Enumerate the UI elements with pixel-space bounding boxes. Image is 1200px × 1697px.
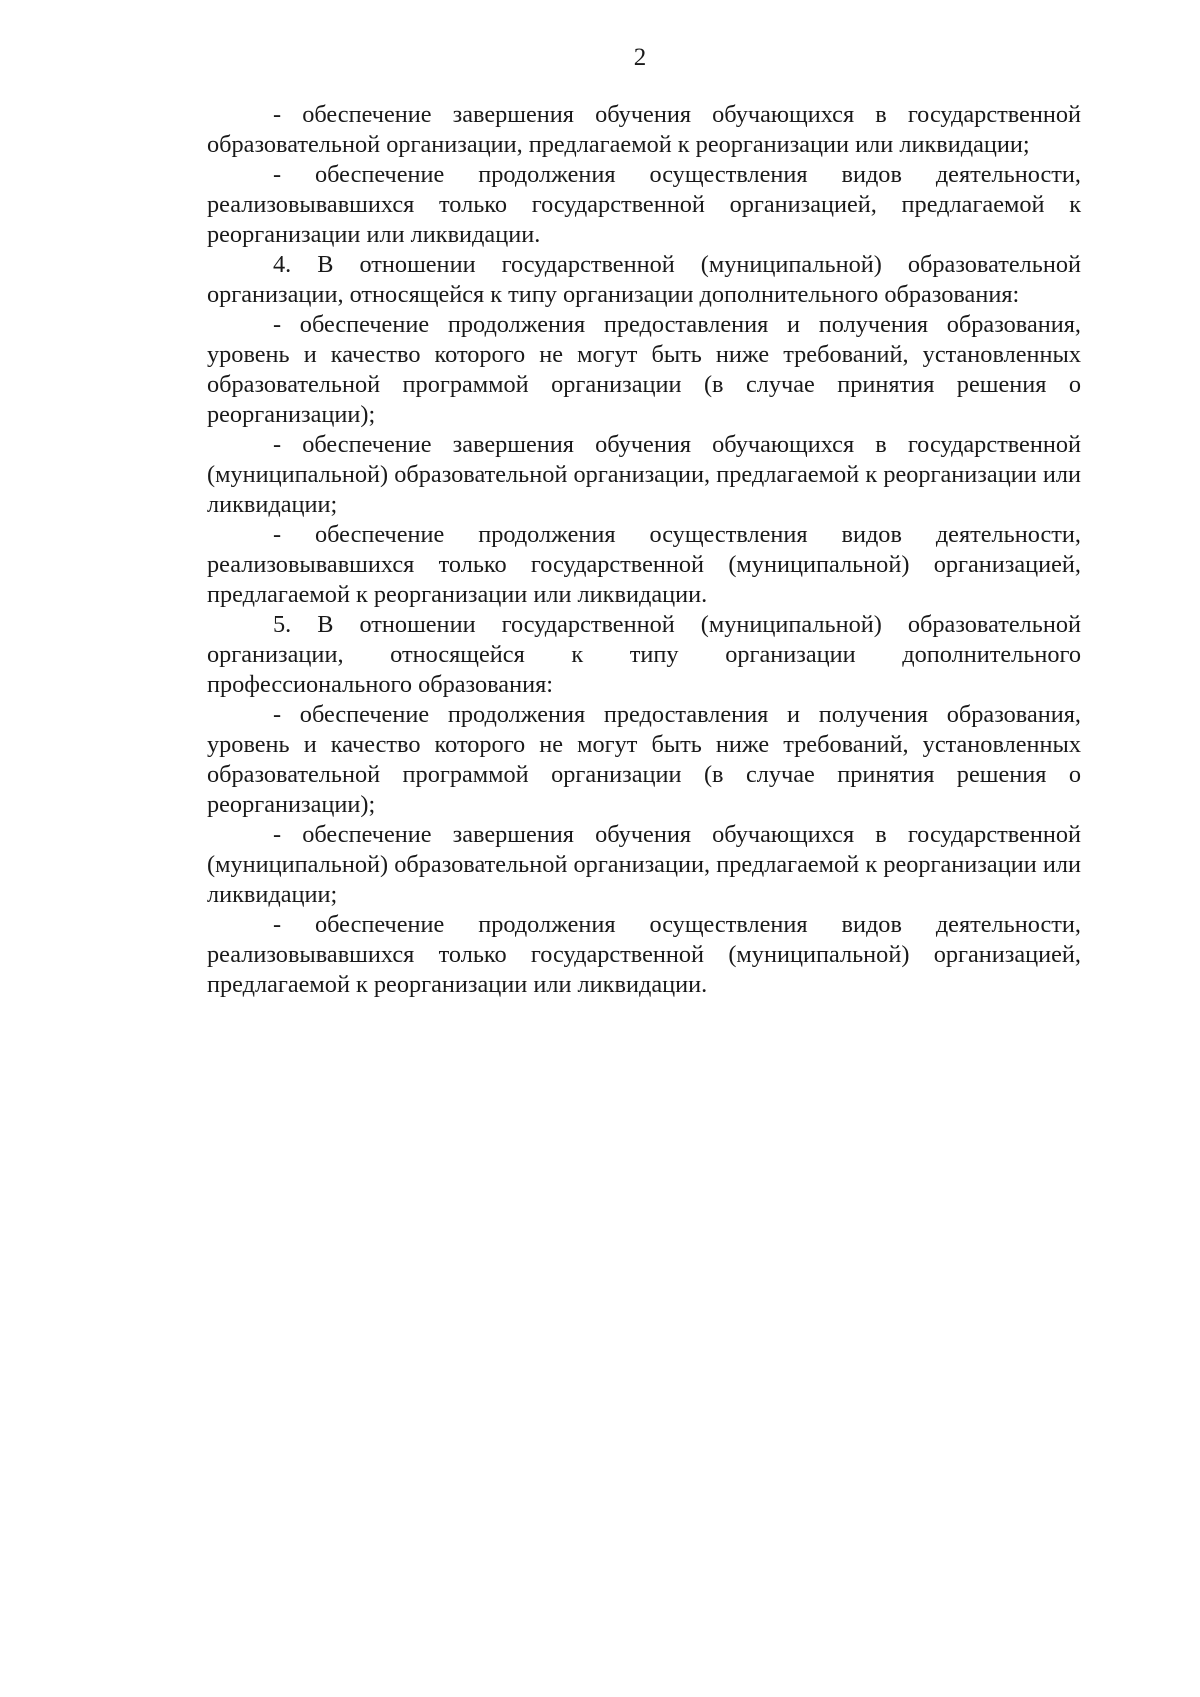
- paragraph: - обеспечение продолжения предоставления и получения образования, уровень и качество которого не могут быть ниже требований, установленных образовательной программой организации (в случае принятия решения о реорганизации);: [207, 701, 1081, 818]
- paragraph: - обеспечение завершения обучения обучающихся в государственной (муниципальной) образовательной организации, предлагаемой к реорганизации или ликвидации;: [207, 821, 1081, 908]
- paragraph: 5. В отношении государственной (муниципальной) образовательной организации, относящейся к типу организации дополнительного профессионального образования:: [207, 611, 1081, 698]
- paragraph: - обеспечение продолжения осуществления видов деятельности, реализовывавшихся только государственной организацией, предлагаемой к реорганизации или ликвидации.: [207, 161, 1081, 248]
- page-number: 2: [633, 44, 647, 71]
- paragraph: - обеспечение продолжения осуществления видов деятельности, реализовывавшихся только государственной (муниципальной) организацией, предлагаемой к реорганизации или ликвидации.: [207, 911, 1081, 998]
- paragraph: - обеспечение завершения обучения обучающихся в государственной образовательной организации, предлагаемой к реорганизации или ликвидации;: [207, 101, 1081, 158]
- paragraph: - обеспечение продолжения осуществления видов деятельности, реализовывавшихся только государственной (муниципальной) организацией, предлагаемой к реорганизации или ликвидации.: [207, 521, 1081, 608]
- paragraph: 4. В отношении государственной (муниципальной) образовательной организации, относящейся к типу организации дополнительного образования:: [207, 251, 1081, 308]
- document-body: [207, 100, 1081, 1000]
- paragraph: - обеспечение завершения обучения обучающихся в государственной (муниципальной) образовательной организации, предлагаемой к реорганизации или ликвидации;: [207, 431, 1081, 518]
- paragraph: - обеспечение продолжения предоставления и получения образования, уровень и качество которого не могут быть ниже требований, установленных образовательной программой организации (в случае принятия решения о реорганизации);: [207, 311, 1081, 428]
